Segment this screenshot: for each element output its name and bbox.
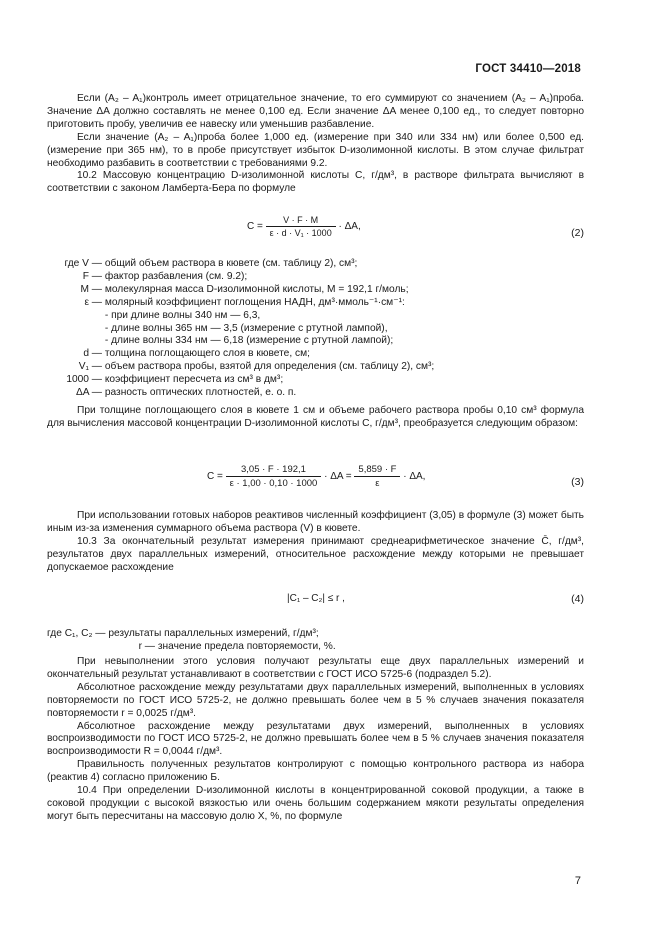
definition-symbol: где V —: [64, 258, 102, 269]
formula-3-number: (3): [571, 476, 584, 488]
paragraph-4: При толщине поглощающего слоя в кювете 1 см и объеме рабочего раствора пробы 0,10 см³ формула для вычисления массовой концентрации D-изолимонной кислоты C, г/дм³, преобразуется следующим образом:: [47, 405, 584, 429]
definition-text: толщина поглощающего слоя в кювете, см;: [104, 348, 310, 360]
text-block-top: [47, 93, 584, 196]
definition-symbol: 1000 —: [66, 374, 102, 386]
definition-symbol: ε —: [84, 296, 102, 308]
formula-3-numerator-2: 5,859 · F: [358, 464, 397, 475]
definition-text: разность оптических плотностей, е. о. п.: [104, 387, 297, 399]
formula-2-number: (2): [571, 227, 584, 239]
definition-symbol: d —: [83, 348, 102, 360]
definition-row: [47, 284, 607, 297]
definition-symbol: r —: [138, 640, 155, 652]
definition-text: молекулярная масса D-изолимонной кислоты, M = 192,1 г/моль;: [104, 283, 409, 295]
definitions-list: [47, 258, 607, 400]
formula-4: [47, 593, 584, 609]
paragraph-7: При невыполнении этого условия получают результаты еще двух параллельных измерений и окончательный результат устанавливают в соответствии с ГОСТ ИСО 5725-6 (подраздел 5.2).: [47, 656, 584, 680]
formula-3-expression: [207, 464, 425, 489]
definition-row: [47, 641, 607, 654]
paragraph-8: Абсолютное расхождение между результатами двух параллельных измерений, выполненных в условиях повторяемости по ГОСТ ИСО 5725-2, не должно превышать более чем в 5 % случаев значения показателя повторяемости r = 0,0025 г/дм³.: [47, 681, 584, 719]
definition-row: [47, 387, 607, 400]
formula-3-numerator-1: 3,05 · F · 192,1: [240, 464, 306, 475]
paragraph-10: Правильность полученных результатов контролируют с помощью контрольного раствора из набора (реактив 4) согласно приложению Б.: [47, 759, 584, 784]
page-number: 7: [574, 875, 581, 887]
definition-text: - длине волны 334 нм — 6,18 (измерение с ртутной лампой);: [104, 335, 394, 347]
paragraph-2: Если значение (A₂ – A₁)проба более 1,000 ед. (измерение при 340 или 334 нм) или более 0,500 ед. (измерение при 365 нм), то в пробе присутствует избыток D-изолимонной кислоты. В этом случае фильтрат необходимо разбавить в соответствии с требованиями 9.2.: [47, 131, 584, 169]
formula-3-denominator-1: ε · 1,00 · 0,10 · 1000: [226, 476, 322, 489]
definition-row: [47, 361, 607, 374]
definition-symbol: F —: [82, 270, 102, 282]
formula-4-expression: |C₁ – C₂| ≤ r ,: [287, 593, 345, 604]
definition-symbol: V₁ —: [78, 361, 102, 373]
paragraph-1: Если (A₂ – A₁)контроль имеет отрицательное значение, то его суммируют со значением (A₂ – A₁)проба. Значение ΔA должно составлять не менее 0,100 ед. Если значение ΔA менее 0,100 ед., то следует повторно приготовить пробу, увеличив ее навеску или уменьшив разбавление.: [47, 93, 584, 130]
definition-text: результаты параллельных измерений, г/дм³;: [108, 628, 319, 639]
definition-text: значение предела повторяемости, %.: [157, 640, 336, 652]
text-block-bottom: [47, 656, 584, 824]
formula-2-expression: [247, 215, 361, 238]
text-block-p5-p6: [47, 510, 584, 575]
paragraph-3: 10.2 Массовую концентрацию D-изолимонной кислоты C, г/дм³, в растворе фильтрата вычисляют в соответствии с законом Ламберта-Бера по формуле: [47, 170, 584, 195]
definition-text: - длине волны 365 нм — 3,5 (измерение с ртутной лампой),: [104, 322, 388, 334]
definition-text: общий объем раствора в кювете (см. таблицу 2), см³;: [104, 258, 358, 269]
paragraph-5: При использовании готовых наборов реактивов численный коэффициент (3,05) в формуле (3) может быть иным из-за изменения суммарного объема раствора (V) в кювете.: [47, 510, 584, 534]
formula-3-fraction-2: [354, 464, 400, 489]
formula-3-fraction-1: [226, 464, 322, 489]
definition-text: молярный коэффициент поглощения НАДН, дм³·ммоль⁻¹·см⁻¹:: [104, 296, 405, 308]
text-block-p4: [47, 405, 584, 431]
paragraph-11: 10.4 При определении D-изолимонной кислоты в концентрированной соковой продукции, а также в соковой продукции с высокой вязкостью или очень большим содержанием мякоти результаты определения могут быть пересчитаны на массовую долю X, %, по формуле: [47, 785, 584, 822]
definition-symbol: M —: [80, 283, 102, 295]
definitions-list-2: [47, 628, 607, 654]
paragraph-9: Абсолютное расхождение между результатами двух измерений, выполненных в условиях воспроизводимости по ГОСТ ИСО 5725-2, не должно превышать более чем в 5 % случаев значения показателя воспроизводимости R = 0,0044 г/дм³.: [47, 720, 584, 758]
formula-2-fraction: [266, 215, 336, 238]
definition-row: [47, 374, 607, 387]
definition-text: коэффициент пересчета из см³ в дм³;: [104, 374, 284, 386]
formula-3: [47, 464, 584, 500]
definition-row: [47, 348, 607, 361]
definition-row: [47, 628, 607, 641]
formula-2-lhs: C =: [247, 221, 263, 233]
definition-symbol: где C₁, C₂ —: [47, 628, 106, 639]
standard-header: ГОСТ 34410—2018: [475, 63, 581, 75]
definition-row: [47, 310, 607, 323]
definition-text: объем раствора пробы, взятой для определения (см. таблицу 2), см³;: [104, 361, 435, 373]
formula-3-lhs: C =: [207, 471, 223, 483]
formula-3-tail: · ΔA,: [403, 471, 426, 483]
paragraph-6: 10.3 За окончательный результат измерения принимают среднеарифметическое значение C̄, г/дм³, результатов двух параллельных измерений, относительное расхождение между которыми не превышает допускаемое расхождение: [47, 535, 584, 573]
formula-2-numerator: V · F · M: [283, 215, 319, 225]
formula-3-mid: · ΔA =: [324, 471, 352, 483]
formula-2: [47, 215, 584, 251]
definition-row: [47, 271, 607, 284]
formula-2-tail: · ΔA,: [338, 221, 361, 233]
definition-text: - при длине волны 340 нм — 6,3,: [104, 309, 261, 321]
definition-symbol: ΔA —: [75, 387, 102, 399]
definition-row: [47, 258, 607, 271]
definition-row: [47, 297, 607, 310]
formula-3-denominator-2: ε: [354, 476, 400, 489]
definition-row: [47, 323, 607, 336]
formula-4-number: (4): [571, 593, 584, 605]
definition-text: фактор разбавления (см. 9.2);: [104, 270, 248, 282]
formula-2-denominator: ε · d · V₁ · 1000: [266, 226, 336, 238]
definition-row: [47, 335, 607, 348]
